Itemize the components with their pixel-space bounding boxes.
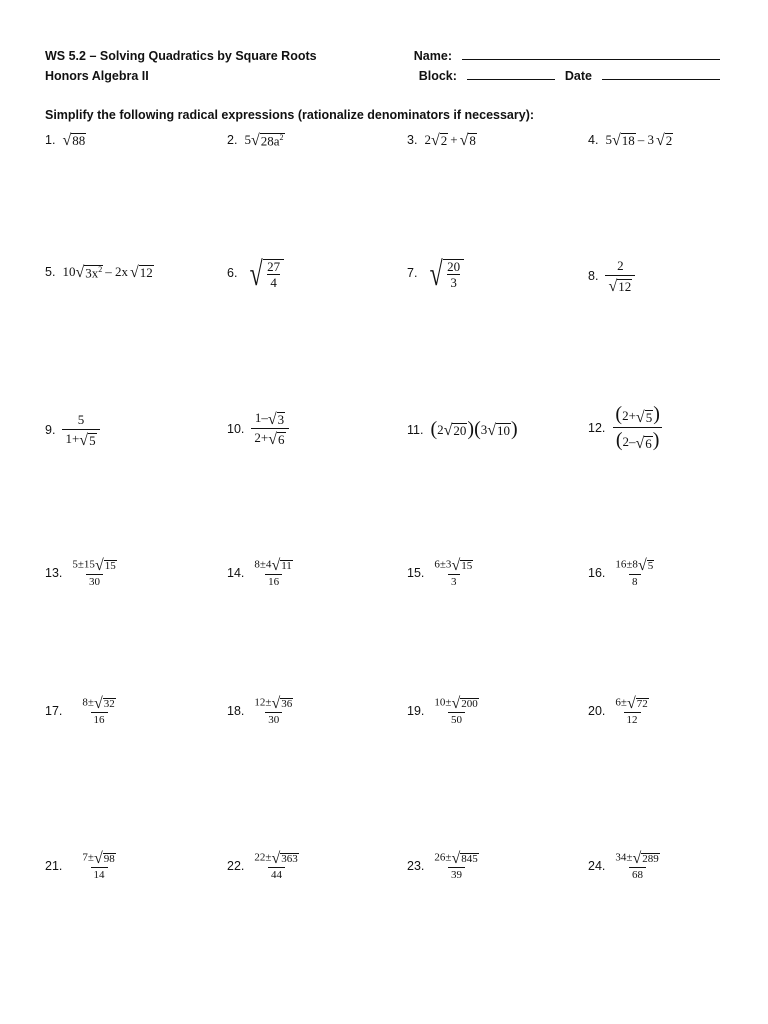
problem-12 xyxy=(588,403,663,452)
problem-number: 5. xyxy=(45,265,56,279)
denominator: 12 xyxy=(624,712,641,726)
fraction xyxy=(62,412,99,448)
radical: √ 5 xyxy=(635,409,653,427)
worksheet-header xyxy=(45,46,317,86)
problem-number: 22. xyxy=(227,858,245,873)
radical: √ 18 xyxy=(611,132,635,149)
radicand: 5 xyxy=(89,433,96,449)
denominator: 50 xyxy=(448,712,465,726)
problem-19 xyxy=(407,695,482,726)
problem-23 xyxy=(407,850,482,881)
fraction xyxy=(431,695,481,726)
denominator: 68 xyxy=(629,867,646,881)
fraction xyxy=(79,850,118,881)
problem-number: 1. xyxy=(45,133,56,147)
problem-number: 24. xyxy=(588,858,606,873)
problem-number: 13. xyxy=(45,565,63,580)
radicand: 3x xyxy=(85,265,99,281)
problem-number: 14. xyxy=(227,565,245,580)
radical: √ 88 xyxy=(62,132,86,149)
radical: √ 6 xyxy=(635,435,652,453)
numerator: 27 xyxy=(267,258,281,274)
fraction xyxy=(264,260,283,290)
problem-18 xyxy=(227,695,296,726)
fraction xyxy=(612,557,657,588)
coefficient: 5 xyxy=(244,132,251,147)
radical: √ 3 xyxy=(267,411,285,429)
radicand: 2 xyxy=(665,133,673,149)
problem-8 xyxy=(588,258,635,294)
radicand: 72 xyxy=(636,698,648,711)
block-date-row xyxy=(410,66,720,86)
radicand: 18 xyxy=(621,133,635,149)
name-label: Name: xyxy=(413,49,452,63)
numerator-term: 16±8 xyxy=(615,558,638,571)
coefficient: 5 xyxy=(605,132,612,147)
worksheet-title: WS 5.2 – Solving Quadratics by Square Roots xyxy=(45,49,317,63)
numerator-term: 1– xyxy=(254,410,268,425)
radical: √ 2 xyxy=(655,132,673,149)
radical: √ 8 xyxy=(459,132,476,149)
radical: √ 289 xyxy=(632,850,659,867)
radical: √ 200 xyxy=(451,695,478,712)
radicand: 32 xyxy=(103,698,115,711)
radical: √ 20 xyxy=(443,421,467,439)
problem-number: 16. xyxy=(588,565,606,580)
problem-number: 18. xyxy=(227,703,245,718)
name-field[interactable] xyxy=(462,46,720,60)
radicand: 98 xyxy=(103,853,115,866)
radicand: 200 xyxy=(461,698,478,711)
problem-15 xyxy=(407,557,476,588)
operator: – 3 xyxy=(637,132,654,147)
fraction xyxy=(612,850,662,881)
denominator: 16 xyxy=(265,574,282,588)
numerator: 2 xyxy=(617,258,624,273)
problem-number: 21. xyxy=(45,858,63,873)
radical: √ $28a^2$ xyxy=(250,132,284,149)
problem-24 xyxy=(588,850,663,881)
denominator: 3 xyxy=(447,274,460,290)
problem-4 xyxy=(588,132,673,148)
problem-number: 3. xyxy=(407,133,418,147)
radical: √ 32 xyxy=(93,695,115,712)
problem-number: 6. xyxy=(227,266,238,280)
denominator: 39 xyxy=(448,867,465,881)
numerator: 20 xyxy=(447,258,461,274)
radicand: 15 xyxy=(104,560,116,573)
denominator: 16 xyxy=(91,712,108,726)
student-info xyxy=(410,46,720,86)
problem-number: 23. xyxy=(407,858,425,873)
fraction xyxy=(251,850,301,881)
radical: √ 5 xyxy=(637,557,654,574)
fraction: (2+ √ 5 ) (2– √ 6 ) xyxy=(612,403,662,452)
numerator-term: 6± xyxy=(615,696,627,709)
denominator: 4 xyxy=(267,274,280,290)
problem-20 xyxy=(588,695,652,726)
numerator-term: 2+ xyxy=(622,408,636,423)
radicand: 12 xyxy=(139,265,153,281)
radicand: 11 xyxy=(281,560,292,573)
problem-number: 9. xyxy=(45,423,56,437)
numerator-term: 26± xyxy=(434,851,452,864)
denominator-term: 1+ xyxy=(65,431,80,446)
radical: √ 15 xyxy=(451,557,473,574)
problem-number: 17. xyxy=(45,703,63,718)
problem-number: 15. xyxy=(407,565,425,580)
numerator: 5 xyxy=(77,412,85,427)
exponent: 2 xyxy=(98,265,103,275)
denominator-term: 2– xyxy=(622,434,636,449)
radical: √ $\frac{20}{3}$ xyxy=(424,256,464,290)
radicand: 36 xyxy=(281,698,293,711)
radicand: 28a xyxy=(260,133,280,149)
radical: √ 10 xyxy=(487,421,511,439)
fraction xyxy=(251,695,296,726)
radicand: 289 xyxy=(642,853,659,866)
radicand: 10 xyxy=(497,422,511,438)
radicand: 2 xyxy=(440,133,448,149)
problem-6 xyxy=(227,256,284,293)
radical: √ 36 xyxy=(271,695,293,712)
problem-number: 7. xyxy=(407,266,418,280)
numerator-term: 10± xyxy=(434,696,452,709)
numerator-term: 8±4 xyxy=(254,558,272,571)
radicand: 5 xyxy=(645,410,653,426)
denominator: 30 xyxy=(265,712,282,726)
coefficient: 2 xyxy=(437,421,444,437)
problem-7 xyxy=(407,256,464,293)
denominator-term: 2+ xyxy=(254,430,269,446)
operator: + xyxy=(450,132,458,147)
radical: √ $3x^2$ xyxy=(75,264,103,281)
radicand: 6 xyxy=(278,432,285,448)
problem-11: 11. ( 2 √ 20 ) ( 3 √ 10 ) xyxy=(407,418,518,440)
problem-16 xyxy=(588,557,657,588)
radical: √ 6 xyxy=(268,431,285,449)
radical: √ 5 xyxy=(79,432,96,450)
problem-number: 19. xyxy=(407,703,425,718)
radicand: 88 xyxy=(72,133,86,149)
problem-number: 10. xyxy=(227,421,245,436)
block-field[interactable] xyxy=(467,66,555,80)
numerator-term: 7± xyxy=(82,851,94,864)
denominator: 30 xyxy=(86,574,103,588)
numerator-term: 8± xyxy=(82,696,94,709)
radical: √ 98 xyxy=(93,850,115,867)
radical: √ 72 xyxy=(626,695,648,712)
course-name: Honors Algebra II xyxy=(45,69,149,83)
fraction xyxy=(612,695,651,726)
fraction xyxy=(69,557,119,588)
radical: √ $\frac{27}{4}$ xyxy=(244,256,284,290)
problem-number: 2. xyxy=(227,133,238,147)
radical: √ 2 xyxy=(430,132,448,149)
fraction xyxy=(79,695,118,726)
problem-number: 8. xyxy=(588,269,599,283)
radical: √ 363 xyxy=(271,850,298,867)
denominator: 14 xyxy=(91,867,108,881)
problem-9 xyxy=(45,412,100,448)
denominator: 3 xyxy=(448,574,460,588)
instructions: Simplify the following radical expressions (rationalize denominators if necessary): xyxy=(45,108,535,122)
radicand: 845 xyxy=(461,853,478,866)
problem-21 xyxy=(45,850,119,881)
denominator: 44 xyxy=(268,867,285,881)
radicand: 3 xyxy=(277,412,285,428)
radical: √ 12 xyxy=(608,278,632,296)
numerator-term: 22± xyxy=(254,851,272,864)
exponent: 2 xyxy=(279,133,284,143)
radicand: 20 xyxy=(453,422,467,438)
numerator-term: 6±3 xyxy=(434,558,452,571)
radicand: 5 xyxy=(647,560,654,573)
radical: √ 845 xyxy=(451,850,478,867)
name-row xyxy=(410,46,720,66)
date-field[interactable] xyxy=(602,66,720,80)
operator: – 2x xyxy=(105,264,128,279)
fraction xyxy=(431,557,476,588)
date-label: Date xyxy=(564,69,592,83)
coefficient: 2 xyxy=(424,132,431,147)
coefficient: 3 xyxy=(480,421,488,437)
problem-2 xyxy=(227,132,285,148)
denominator: 8 xyxy=(629,574,641,588)
radical: √ 15 xyxy=(94,557,116,574)
fraction xyxy=(251,557,295,588)
numerator-term: 34± xyxy=(615,851,633,864)
problem-10 xyxy=(227,410,289,447)
block-label: Block: xyxy=(418,69,457,83)
fraction xyxy=(444,260,463,290)
fraction xyxy=(605,258,635,294)
problem-17 xyxy=(45,695,119,726)
radicand: 12 xyxy=(618,279,632,295)
numerator-term: 12± xyxy=(254,696,272,709)
problem-14 xyxy=(227,557,296,588)
problem-number: 20. xyxy=(588,703,606,718)
fraction xyxy=(431,850,481,881)
coefficient: 10 xyxy=(62,264,76,279)
problem-13 xyxy=(45,557,120,588)
radicand: 8 xyxy=(469,133,476,149)
problem-number: 11. xyxy=(407,422,424,437)
radicand: 15 xyxy=(461,560,473,573)
problem-22 xyxy=(227,850,302,881)
radical: √ 11 xyxy=(271,557,292,574)
problem-3 xyxy=(407,132,477,148)
radical: √ 12 xyxy=(129,264,153,281)
radicand: 363 xyxy=(281,853,298,866)
numerator-term: 5±15 xyxy=(72,558,95,571)
problem-1 xyxy=(45,132,86,148)
problem-5 xyxy=(45,264,154,280)
radicand: 6 xyxy=(645,436,652,452)
problem-number: 12. xyxy=(588,420,606,435)
fraction xyxy=(251,410,288,447)
problem-number: 4. xyxy=(588,133,599,147)
